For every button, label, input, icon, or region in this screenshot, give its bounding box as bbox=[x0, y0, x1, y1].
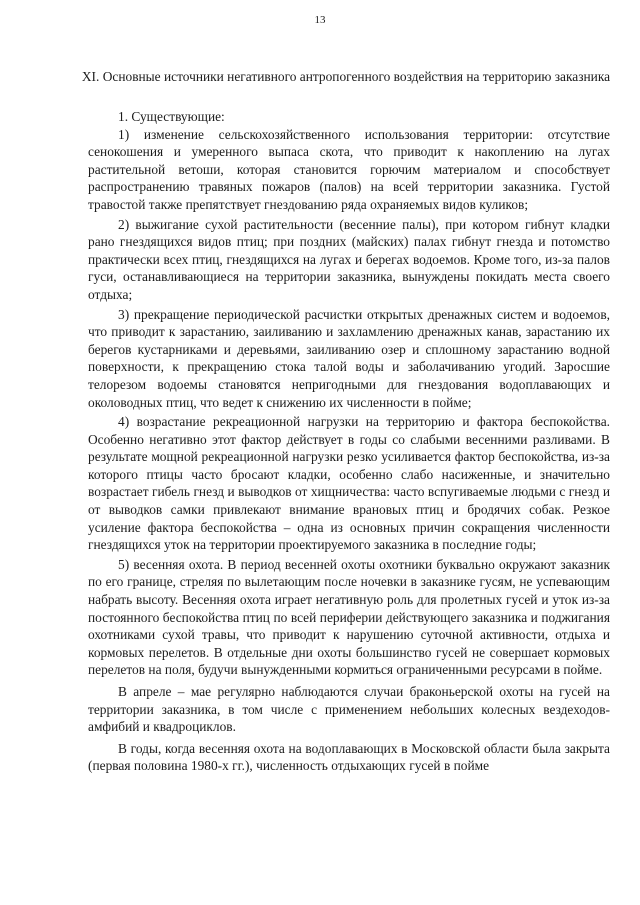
subheading: 1. Существующие: bbox=[118, 109, 225, 124]
paragraph-2: 2) выжигание сухой растительности (весенние палы), при котором гибнут кладки рано гнездящихся видов птиц; при поздних (майских) палах гибнут гнезда и потомство практически всех птиц, гнездящихся на лугах и берегах водоемов. Кроме того, из-за палов гуси, останавливающиеся на территории заказника, вынуждены покидать места своего отдыха; bbox=[88, 216, 610, 302]
paragraph-6: В апреле – мае регулярно наблюдаются случаи браконьерской охоты на гусей на территории заказника, в том числе с применением небольших колесных вездеходов-амфибий и квадроциклов. bbox=[88, 684, 610, 735]
paragraph-5: 5) весенняя охота. В период весенней охоты охотники буквально окружают заказник по его границе, стреляя по вылетающим после ночевки в заказнике гусям, не успевающим набрать высоту. Весенняя охота играет негативную роль для пролетных гусей и уток из-за постоянного беспокойства птиц по всей периферии действующего заказника и поджигания охотниками сухой травы, что приводит к нарушению суточной активности, отдыха и кормовых перелетов. В отдельные дни охоты большинство гусей не совершает кормовых перелетов на поля, будучи вынужденными кормиться ограниченными ресурсами в пойме. bbox=[88, 556, 610, 678]
document-body bbox=[88, 108, 610, 775]
page-number: 13 bbox=[314, 14, 326, 26]
paragraph-3: 3) прекращение периодической расчистки открытых дренажных систем и водоемов, что приводит к зарастанию, заиливанию и захламлению дренажных канав, зарастанию их берегов кустарниками и деревьями, заиливанию озер и сплошному зарастанию водной поверхности, к прекращению стока талой воды и заболачиванию угодий. Заросшие телорезом водоемы становятся непригодными для гнездования водоплавающих и околоводных птиц, что ведет к снижению их численности в пойме; bbox=[88, 306, 610, 410]
paragraph-7: В годы, когда весенняя охота на водоплавающих в Московской области была закрыта (первая половина 1980-х гг.), численность отдыхающих гусей в пойме bbox=[88, 740, 610, 774]
paragraph-1: 1) изменение сельскохозяйственного использования территории: отсутствие сенокошения и умеренного выпаса скота, что приводит к накоплению на лугах растительной ветоши, которая становится горючим материалом и способствует распространению травяных пожаров (палов) на всей территории заказника. Густой травостой также препятствует гнездованию ряда охраняемых видов куликов; bbox=[88, 126, 610, 212]
paragraph-4: 4) возрастание рекреационной нагрузки на территорию и фактора беспокойства. Особенно негативно этот фактор действует в годы со слабыми весенними разливами. В результате мощной рекреационной нагрузки резко усиливается фактор беспокойства, из-за которого птицы часто бросают кладки, особенно слабо насиженные, и значительно возрастает гибель гнезд и выводков от хищничества: часто вспугиваемые людьми с гнезд и от выводков самки привлекают внимание врановых птиц и бродячих собак. Резкое усиление фактора беспокойства – одна из основных причин сокращения численности гнездящихся уток на территории проектируемого заказника в последние годы; bbox=[88, 414, 610, 553]
section-heading: XI. Основные источники негативного антропогенного воздействия на территорию заказника bbox=[81, 69, 611, 84]
